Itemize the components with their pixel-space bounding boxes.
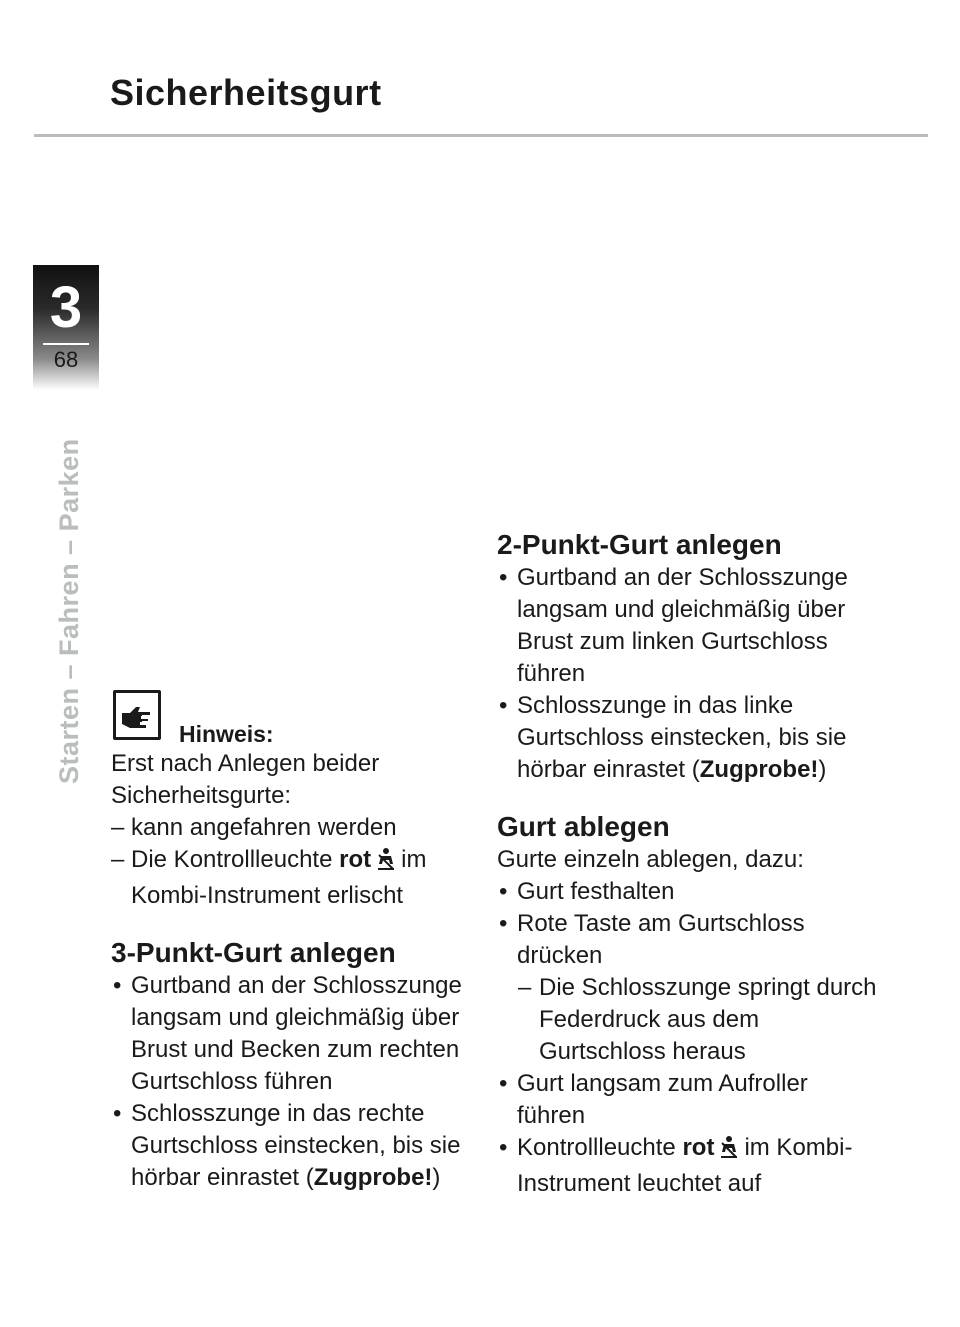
list-item-text: Gurt langsam zum Aufroller führen xyxy=(517,1070,808,1129)
list-item xyxy=(497,1068,877,1132)
list-item xyxy=(497,908,877,972)
section-heading: 3-Punkt-Gurt anlegen xyxy=(111,937,396,968)
chapter-divider xyxy=(43,343,89,345)
list-item-bold: Zugprobe! xyxy=(313,1164,433,1191)
note-header xyxy=(111,688,481,748)
sub-list-item-text: Die Schlosszunge springt durch Federdruck aus dem Gurtschloss heraus xyxy=(539,974,877,1065)
note-item-bold: rot xyxy=(339,846,372,873)
list-item-text: ) xyxy=(818,756,827,783)
section-intro: Gurte einzeln ablegen, dazu: xyxy=(497,846,804,873)
right-column xyxy=(497,528,877,1200)
list-item xyxy=(497,876,877,908)
list-item xyxy=(111,970,481,1098)
list-item-text: im Kombi-Instrument leuchtet auf xyxy=(517,1134,853,1197)
note-item-text: kann angefahren werden xyxy=(131,814,397,841)
list-item-text: Gurt festhalten xyxy=(517,878,675,905)
note-item xyxy=(111,844,481,912)
note-title: Hinweis: xyxy=(179,721,274,747)
list-item-text: Kontrollleuchte xyxy=(517,1134,683,1161)
list-item-bold: Zugprobe! xyxy=(699,756,819,783)
list-item-text: Schlosszunge in das linke Gurtschloss einstecken, bis sie hörbar einrastet ( xyxy=(517,692,847,783)
note-item-text: Die Kontrollleuchte xyxy=(131,846,340,873)
list-item xyxy=(111,1098,481,1194)
left-column xyxy=(111,688,481,1194)
page-number: 68 xyxy=(53,347,79,372)
note-item xyxy=(111,812,481,844)
section-heading: 2-Punkt-Gurt anlegen xyxy=(497,529,782,560)
list-item-text: Gurtband an der Schlosszunge langsam und gleichmäßig über Brust und Becken zum rechten Gurtschloss führen xyxy=(131,972,462,1095)
chapter-tab xyxy=(33,265,99,390)
page-title: Sicherheitsgurt xyxy=(110,72,382,113)
list-item-bold: rot xyxy=(682,1134,715,1161)
section-heading: Gurt ablegen xyxy=(497,811,670,842)
list-item-text: Rote Taste am Gurtschloss drücken xyxy=(517,910,805,969)
list-item xyxy=(497,562,877,690)
list-item-text: Schlosszunge in das rechte Gurtschloss einstecken, bis sie hörbar einrastet ( xyxy=(131,1100,461,1191)
sub-list-item xyxy=(497,972,877,1068)
side-section-label: Starten – Fahren – Parken xyxy=(54,438,84,784)
note-hand-icon xyxy=(113,690,161,740)
title-rule xyxy=(34,134,928,137)
seatbelt-warning-icon xyxy=(375,847,397,880)
list-item-text: Gurtband an der Schlosszunge langsam und gleichmäßig über Brust zum linken Gurtschloss führen xyxy=(517,564,848,687)
list-item-text: ) xyxy=(432,1164,441,1191)
list-item xyxy=(497,1132,877,1200)
chapter-number: 3 xyxy=(49,275,83,340)
list-item xyxy=(497,690,877,786)
seatbelt-warning-icon xyxy=(718,1135,740,1168)
note-intro: Erst nach Anlegen beider Sicherheitsgurte: xyxy=(111,750,380,809)
note-item-text: im Kombi-Instrument erlischt xyxy=(131,846,427,909)
